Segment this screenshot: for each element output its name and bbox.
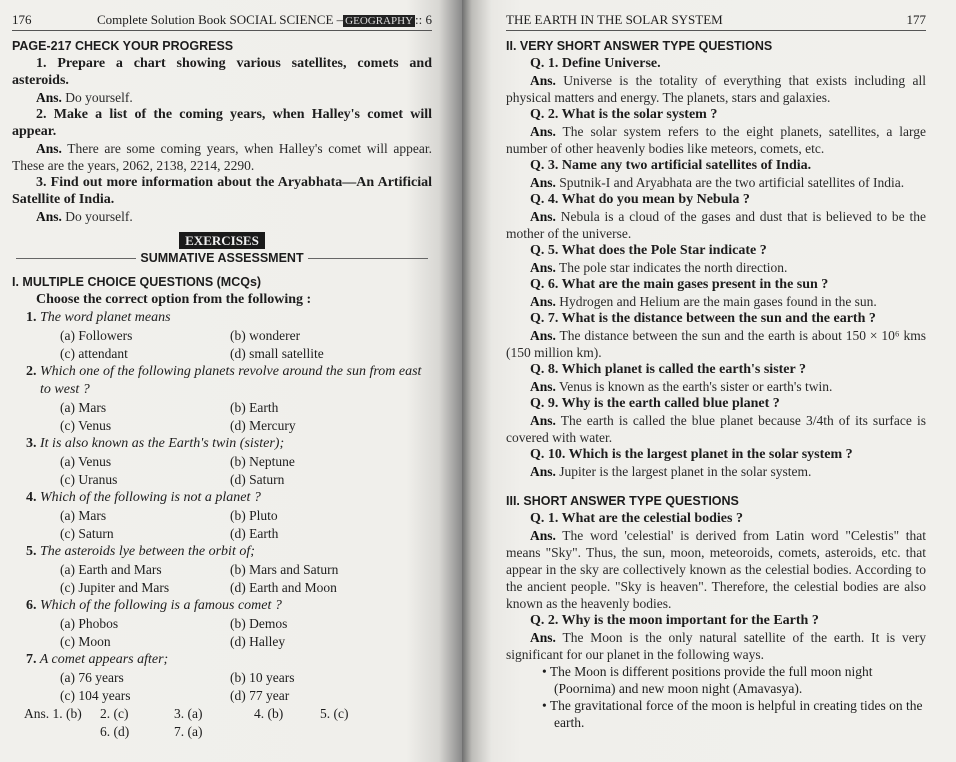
answer-text: The word 'celestial' is derived from Latin word "Celestis" that means "Sky". Thus, the sun, moon, meteoroids, comets, asteroids, etc. that appear in the sky are collectively known as the celestial bodies. According to the ancient people. "Sky is heaven". Therefore, the celestial bodies are also known as the heavenly bodies. [506,528,926,611]
question: Q. 10. Which is the largest planet in the solar system ? [530,447,853,462]
mcq-option: (b) 10 years [230,670,295,685]
answer-text: There are some coming years, when Halley's comet will appear. These are the years, 2062, 2138, 2214, 2290. [12,141,432,173]
mcq-option: (d) Earth [230,526,279,541]
answer [506,208,926,242]
mcq-option: (c) Saturn [60,526,114,541]
question: Q. 3. Name any two artificial satellites of India. [530,158,812,173]
page-content [506,37,926,731]
question: Q. 1. Define Universe. [530,56,661,71]
answer-text: The earth is called the blue planet because 3/4th of its surface is covered with water. [506,413,926,445]
answer-label: Ans. [530,379,556,394]
mcq-options [12,507,432,543]
answer [506,174,926,191]
answer-text: Jupiter is the largest planet in the solar system. [555,464,812,479]
banner-label: EXERCISES [179,232,265,249]
answer-key-item: 6. (d) [100,724,130,739]
mcq-option: (b) wonderer [230,328,301,343]
question-number: 5. [26,544,37,559]
answer-label: Ans. [530,175,556,190]
mcq-question [12,543,432,561]
question-text: Which one of the following planets revolve around the sun from east to west ? [36,364,422,397]
answer-label: Ans. [530,209,556,224]
mcq-option: (d) Halley [230,634,286,649]
section-heading: III. SHORT ANSWER TYPE QUESTIONS [506,494,739,508]
question-text: Which of the following is not a planet ? [36,490,261,505]
instruction: Choose the correct option from the following : [36,292,312,307]
mcq-option: (a) Mars [60,400,107,415]
mcq-options [12,327,432,363]
answer-label: Ans. [36,141,62,156]
running-title: THE EARTH IN THE SOLAR SYSTEM [506,12,723,27]
mcq-option: (a) Venus [60,454,112,469]
answer-label: Ans. [530,413,556,428]
right-page [462,0,956,762]
mcq-options [12,615,432,651]
answer [506,378,926,395]
mcq-options [12,453,432,489]
answer-label: Ans. [530,260,556,275]
question-text: Which of the following is a famous comet ? [36,598,282,613]
answer-text: Venus is known as the earth's sister or earth's twin. [555,379,833,394]
answer [506,412,926,446]
running-header [12,10,432,31]
answer-label: Ans. [530,294,556,309]
section-heading: PAGE-217 CHECK YOUR PROGRESS [12,39,234,53]
answer-key-item: 7. (a) [174,724,203,739]
exercises-banner [12,233,432,249]
question: 1. Prepare a chart showing various satellites, comets and asteroids. [12,56,432,88]
answer [506,259,926,276]
mcq-option: (b) Pluto [230,508,278,523]
question-number: 7. [26,652,37,667]
mcq-options [12,669,432,705]
mcq-option: (d) Earth and Moon [230,580,337,595]
answer-text: Sputnik-I and Aryabhata are the two artificial satellites of India. [555,175,905,190]
mcq-option: (d) Mercury [230,418,296,433]
question: 2. Make a list of the coming years, when Halley's comet will appear. [12,107,432,139]
answer-key-item: 3. (a) [174,706,203,721]
mcq-option: (c) Venus [60,418,112,433]
answer-key [12,705,432,741]
bullet-item: • The gravitational force of the moon is helpful in creating tides on the earth. [542,698,923,730]
answer-text: Do yourself. [61,90,133,105]
answer-text: The solar system refers to the eight planets, satellites, a large number of other heavenly bodies like meteors, comets, etc. [506,124,926,156]
mcq-option: (a) 76 years [60,670,124,685]
answer-text: Nebula is a cloud of the gases and dust that is believed to be the mother of the universe. [506,209,926,241]
mcq-option: (b) Demos [230,616,288,631]
answer [506,327,926,361]
subject-tag: GEOGRAPHY [345,15,414,27]
running-title: Complete Solution Book SOCIAL SCIENCE – GEOGRAPHY :: 6 [97,12,432,27]
mcq-question [12,363,432,399]
question-number: 2. [26,364,37,379]
mcq-option: (d) small satellite [230,346,324,361]
answer-label: Ans. [530,464,556,479]
mcq-option: (c) Uranus [60,472,118,487]
answer [506,72,926,106]
section-heading: II. VERY SHORT ANSWER TYPE QUESTIONS [506,39,773,53]
mcq-option: (a) Phobos [60,616,119,631]
answer [12,89,432,106]
mcq-option: (a) Followers [60,328,133,343]
answer-text: Hydrogen and Helium are the main gases found in the sun. [555,294,877,309]
question: Q. 2. What is the solar system ? [530,107,718,122]
question-text: The asteroids lye between the orbit of; [36,544,255,559]
answer-key-item [36,723,100,741]
answer-label: Ans. [530,73,556,88]
answer-key-item: Ans. 1. (b) [24,706,82,721]
question-text: The word planet means [36,310,171,325]
question-number: 3. [26,436,37,451]
question-text: A comet appears after; [36,652,169,667]
mcq-question [12,435,432,453]
page-number: 177 [906,12,926,27]
answer-text: The pole star indicates the north direction. [555,260,788,275]
mcq-option: (a) Earth and Mars [60,562,162,577]
question: Q. 1. What are the celestial bodies ? [530,511,743,526]
mcq-option: (c) Jupiter and Mars [60,580,170,595]
question: Q. 2. Why is the moon important for the Earth ? [530,613,819,628]
question-number: 4. [26,490,37,505]
mcq-option: (a) Mars [60,508,107,523]
mcq-option: (d) 77 year [230,688,290,703]
section-heading: I. MULTIPLE CHOICE QUESTIONS (MCQs) [12,275,262,289]
answer [506,629,926,663]
question-number: 6. [26,598,37,613]
answer [506,527,926,612]
question-text: It is also known as the Earth's twin (sister); [36,436,285,451]
subheading: SUMMATIVE ASSESSMENT [12,249,432,267]
question-number: 1. [26,310,37,325]
page-content [12,37,432,741]
answer-key-item: 2. (c) [100,706,129,721]
question: Q. 8. Which planet is called the earth's sister ? [530,362,806,377]
question: Q. 7. What is the distance between the sun and the earth ? [530,311,876,326]
answer-label: Ans. [530,124,556,139]
mcq-option: (c) Moon [60,634,111,649]
answer-text: The Moon is the only natural satellite of the earth. It is very significant for our planet in the following ways. [506,630,926,662]
mcq-option: (b) Neptune [230,454,295,469]
bullet-item: • The Moon is different positions provide the full moon night (Poornima) and new moon night (Amavasya). [542,664,873,696]
answer [506,293,926,310]
mcq-option: (c) attendant [60,346,128,361]
mcq-option: (b) Earth [230,400,279,415]
answer [506,463,926,480]
spacer [506,480,926,490]
answer [506,123,926,157]
mcq-question [12,309,432,327]
answer-label: Ans. [530,630,556,645]
answer-label: Ans. [36,209,62,224]
question: Q. 9. Why is the earth called blue planet ? [530,396,780,411]
page-number: 176 [12,12,32,27]
answer [12,140,432,174]
mcq-question [12,597,432,615]
mcq-option: (c) 104 years [60,688,131,703]
mcq-question [12,651,432,669]
mcq-question [12,489,432,507]
question: Q. 4. What do you mean by Nebula ? [530,192,750,207]
answer-text: Do yourself. [61,209,133,224]
running-header [506,10,926,31]
answer [12,208,432,225]
left-page [0,0,462,762]
question: Q. 5. What does the Pole Star indicate ? [530,243,767,258]
question: 3. Find out more information about the Aryabhata—An Artificial Satellite of India. [12,175,432,207]
mcq-option: (d) Saturn [230,472,285,487]
answer-key-item: 5. (c) [320,706,349,721]
question: Q. 6. What are the main gases present in the sun ? [530,277,829,292]
mcq-options [12,561,432,597]
answer-label: Ans. [36,90,62,105]
mcq-options [12,399,432,435]
answer-label: Ans. [530,328,556,343]
answer-label: Ans. [530,528,556,543]
mcq-option: (b) Mars and Saturn [230,562,339,577]
answer-text: Universe is the totality of everything that exists including all physical matters and energy. The planets, stars and galaxies. [506,73,926,105]
answer-key-item: 4. (b) [254,706,284,721]
answer-text: The distance between the sun and the earth is about 150 × 10⁶ kms (150 million km). [506,328,926,360]
